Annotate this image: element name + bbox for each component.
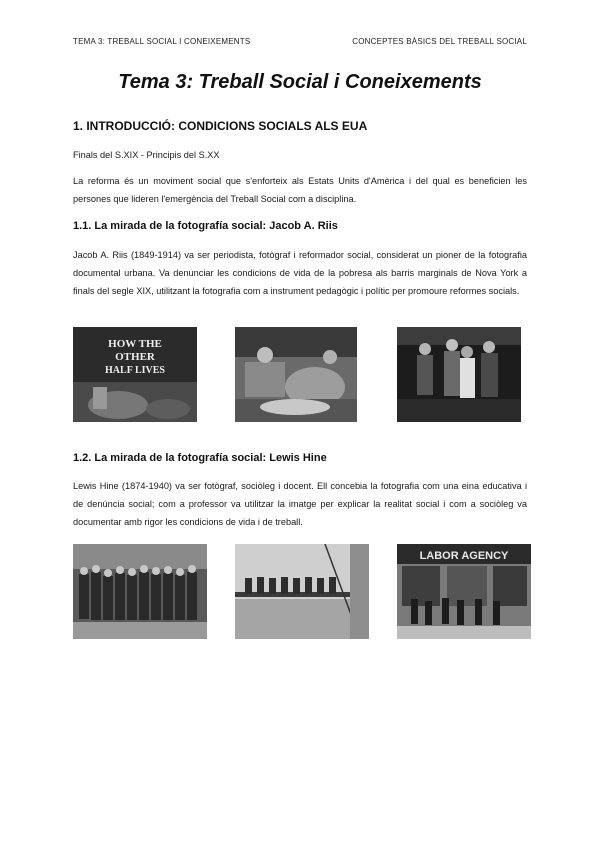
running-header-right: CONCEPTES BÀSICS DEL TREBALL SOCIAL	[352, 37, 527, 46]
book-cover-line1: HOW THE	[108, 338, 162, 350]
hine-child-workers-photo	[73, 544, 207, 639]
section-heading-introduccio: 1. INTRODUCCIÓ: CONDICIONS SOCIALS ALS EUA	[73, 119, 368, 133]
hine-paragraph: Lewis Hine (1874-1940) va ser fotògraf, sociòleg i docent. Ell concebia la fotografia com una eina educativa i de denúncia social; com a professor va utilitzar la imatge per explicar la realitat social i com a sociòleg va documentar amb rigor les condicions de vida i de treball.	[73, 481, 527, 528]
labor-agency-sign: LABOR AGENCY	[419, 550, 509, 562]
riis-paragraph: Jacob A. Riis (1849-1914) va ser periodista, fotògraf i reformador social, considerat un pioner de la fotografia documental urbana. Va denunciar les condicions de vida de la pobresa als barris marginals de Nova York a finals del segle XIX, utilitzant la fotografia com a instrument pedagògic i polític per promoure reformes socials.	[73, 250, 527, 297]
book-cover-line2: OTHER	[115, 351, 155, 363]
running-header-left: TEMA 3: TREBALL SOCIAL I CONEIXEMENTS	[73, 37, 251, 46]
riis-men-group-photo	[397, 327, 521, 422]
subsection-heading-hine: 1.2. La mirada de la fotografía social: Lewis Hine	[73, 452, 327, 464]
subsection-heading-riis: 1.1. La mirada de la fotografía social: Jacob A. Riis	[73, 220, 338, 232]
intro-paragraph: La reforma és un moviment social que s'enforteix als Estats Units d'Amèrica i del qual es beneficien les persones que lideren l'emergència del Treball Social com a disciplina.	[73, 176, 527, 205]
book-cover-line3: HALF LIVES	[105, 365, 165, 376]
hine-skyscraper-beam-photo	[235, 544, 369, 639]
period-text: Finals del S.XIX - Principis del S.XX	[73, 150, 220, 160]
riis-tenement-photo	[235, 327, 357, 422]
riis-book-cover-image	[73, 327, 197, 422]
hine-labor-agency-photo	[397, 544, 531, 639]
page-title: Tema 3: Treball Social i Coneixements	[118, 71, 482, 93]
